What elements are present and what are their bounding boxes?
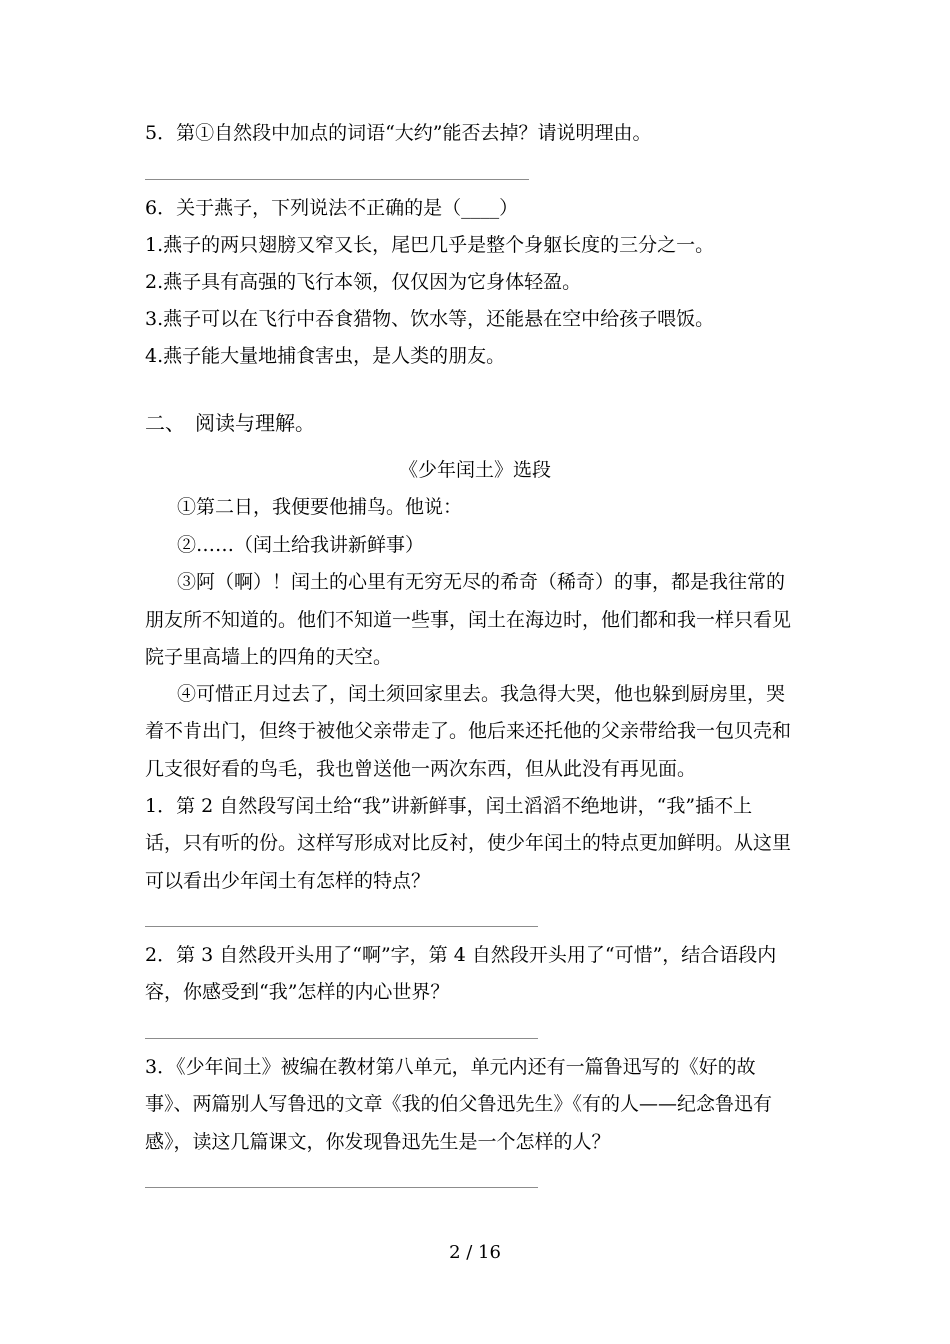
option-2: 2.燕子具有高强的飞行本领，仅仅因为它身体轻盈。 [145,271,582,293]
answer-line-q1 [145,926,538,927]
question-5: 5．第①自然段中加点的词语“大约”能否去掉？请说明理由。 [145,122,652,144]
passage-paragraph-4: ④可惜正月过去了，闰土须回家里去。我急得大哭，他也躲到厨房里，哭 [177,683,786,705]
passage-paragraph-3: ③阿（啊）！闰土的心里有无穷无尽的希奇（稀奇）的事，都是我往常的 [177,571,786,593]
answer-line-q2 [145,1038,538,1039]
page-number: 2 / 16 [449,1242,501,1263]
question-1-line-3: 可以看出少年闰土有怎样的特点？ [145,870,431,892]
passage-paragraph-4-line-3: 几支很好看的鸟毛，我也曾送他一两次东西，但从此没有再见面。 [145,758,697,780]
question-3-line-2: 事》、两篇别人写鲁迅的文章《我的伯父鲁迅先生》《有的人——纪念鲁迅有 [145,1093,773,1115]
option-1: 1.燕子的两只翅膀又窄又长，尾巴几乎是整个身躯长度的三分之一。 [145,234,715,256]
passage-paragraph-1: ①第二日，我便要他捕鸟。他说： [177,496,463,518]
passage-paragraph-2: ②……（闰土给我讲新鲜事） [177,534,425,556]
section-heading: 二、 阅读与理解。 [145,411,315,435]
question-3-line-1: 3．《少年间土》被编在教材第八单元，单元内还有一篇鲁迅写的《好的故 [145,1056,756,1078]
passage-paragraph-4-line-2: 着不肯出门，但终于被他父亲带走了。他后来还托他的父亲带给我一包贝壳和 [145,720,792,742]
question-1-line-1: 1．第 2 自然段写闰土给“我”讲新鲜事，闰土滔滔不绝地讲，“我”插不上 [145,795,753,817]
question-6: 6．关于燕子，下列说法不正确的是（____） [145,197,519,219]
question-2-line-2: 容，你感受到“我”怎样的内心世界？ [145,981,450,1003]
passage-paragraph-3-line-3: 院子里高墙上的四角的天空。 [145,646,393,668]
question-3-line-3: 感》，读这几篇课文，你发现鲁迅先生是一个怎样的人？ [145,1131,611,1153]
answer-line-q3 [145,1187,538,1188]
passage-title: 《少年闰土》选段 [398,459,551,481]
option-4: 4.燕子能大量地捕食害虫，是人类的朋友。 [145,345,506,367]
answer-line-q5 [145,179,529,180]
option-3: 3.燕子可以在飞行中吞食猎物、饮水等，还能悬在空中给孩子喂饭。 [145,308,715,330]
question-1-line-2: 话，只有听的份。这样写形成对比反衬，使少年闰土的特点更加鲜明。从这里 [145,832,792,854]
question-2-line-1: 2．第 3 自然段开头用了“啊”字，第 4 自然段开头用了“可惜”，结合语段内 [145,944,777,966]
passage-paragraph-3-line-2: 朋友所不知道的。他们不知道一些事，闰土在海边时，他们都和我一样只看见 [145,609,792,631]
